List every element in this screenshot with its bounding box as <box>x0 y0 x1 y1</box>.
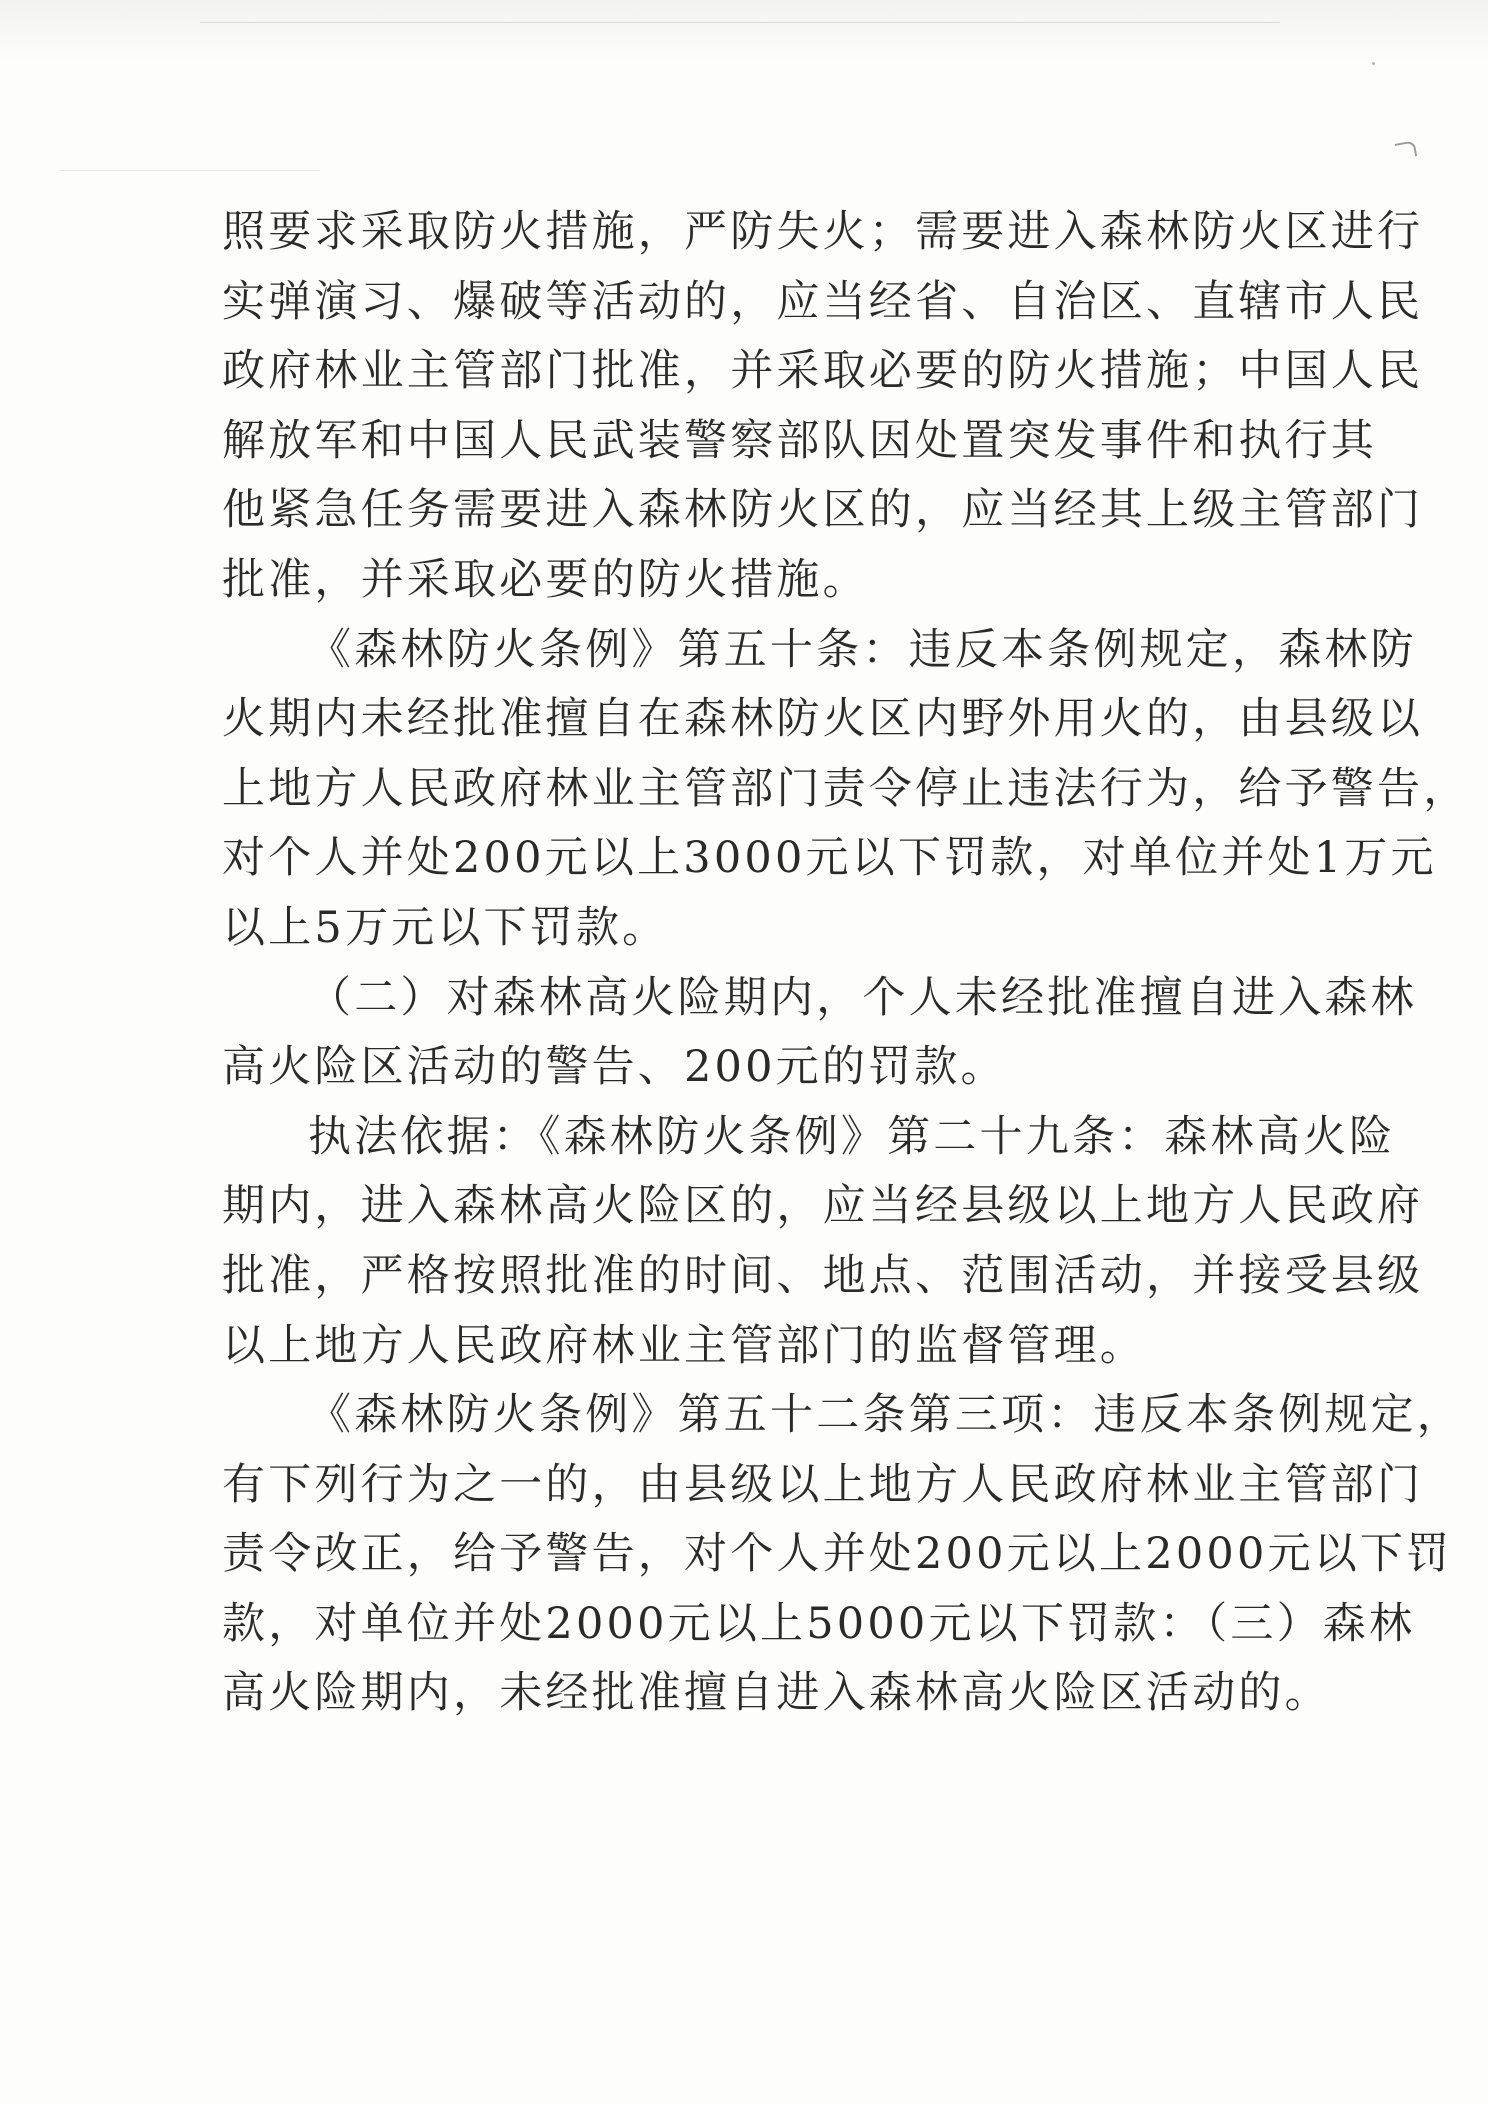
text-line: 对个人并处200元以上3000元以下罚款，对单位并处1万元 <box>222 833 1437 884</box>
text-line: 解放军和中国人民武装警察部队因处置突发事件和执行其 <box>222 415 1377 466</box>
document-body <box>222 198 1470 1729</box>
text-line: 款，对单位并处2000元以上5000元以下罚款：（三）森林 <box>222 1598 1416 1649</box>
text-line: 高火险区活动的警告、200元的罚款。 <box>222 1042 1007 1093</box>
text-line: 批准，严格按照批准的时间、地点、范围活动，并接受县级 <box>222 1250 1424 1301</box>
text-line: 上地方人民政府林业主管部门责令停止违法行为，给予警告， <box>222 763 1470 814</box>
scan-artifact-line <box>200 22 1280 23</box>
text-line: 高火险期内，未经批准擅自进入森林高火险区活动的。 <box>222 1668 1331 1719</box>
text-line: 有下列行为之一的，由县级以上地方人民政府林业主管部门 <box>222 1459 1424 1510</box>
text-line: 他紧急任务需要进入森林防火区的，应当经其上级主管部门 <box>222 485 1424 536</box>
pen-mark <box>1395 140 1417 159</box>
scan-speck <box>1372 62 1375 65</box>
text-line: 以上地方人民政府林业主管部门的监督管理。 <box>222 1320 1146 1371</box>
text-line: 火期内未经批准擅自在森林防火区内野外用火的，由县级以 <box>222 694 1424 745</box>
text-line: 期内，进入森林高火险区的，应当经县级以上地方人民政府 <box>222 1181 1424 1232</box>
paragraph-start-line: （二）对森林高火险期内，个人未经批准擅自进入森林 <box>308 972 1417 1023</box>
text-line: 批准，并采取必要的防火措施。 <box>222 554 869 605</box>
text-line: 照要求采取防火措施，严防失火；需要进入森林防火区进行 <box>222 207 1424 257</box>
text-line: 实弹演习、爆破等活动的，应当经省、自治区、直辖市人民 <box>222 276 1424 327</box>
paragraph-start-line: 《森林防火条例》第五十二条第三项：违反本条例规定， <box>308 1390 1463 1441</box>
text-line: 政府林业主管部门批准，并采取必要的防火措施；中国人民 <box>222 346 1424 397</box>
paragraph-start-line: 执法依据：《森林防火条例》第二十九条：森林高火险 <box>308 1111 1396 1162</box>
scan-shadow <box>0 0 1488 60</box>
text-line: 以上5万元以下罚款。 <box>222 902 669 953</box>
text-line: 责令改正，给予警告，对个人并处200元以上2000元以下罚 <box>222 1529 1453 1580</box>
scan-artifact-line <box>60 170 320 171</box>
paragraph-start-line: 《森林防火条例》第五十条：违反本条例规定，森林防 <box>308 624 1417 675</box>
